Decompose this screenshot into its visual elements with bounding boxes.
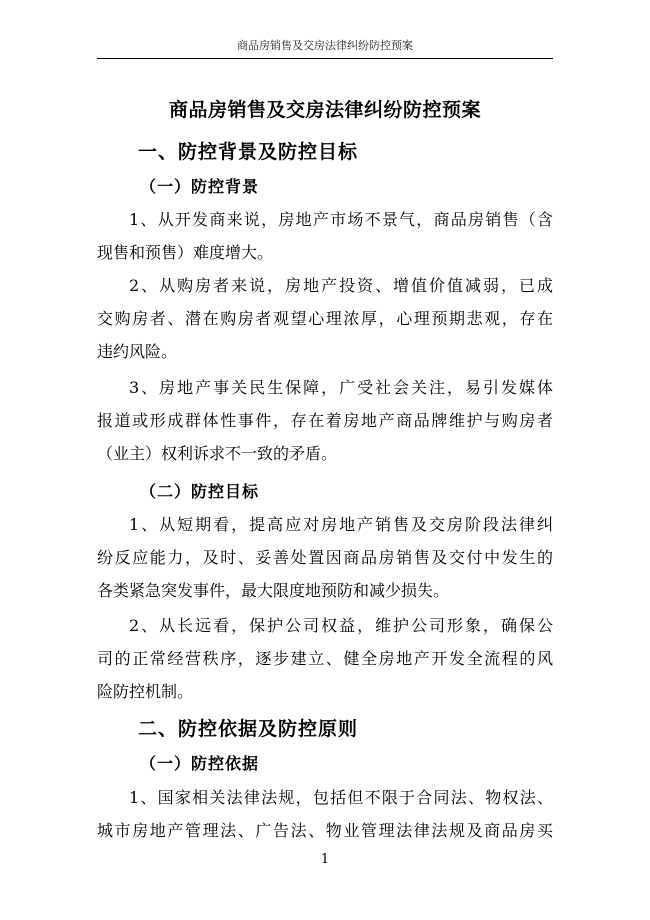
paragraph-line: 纷反应能力，及时、妥善处置因商品房销售及交付中发生的 [97, 548, 553, 567]
paragraph-line: 2、从长远看，保护公司权益，维护公司形象，确保公 [129, 616, 553, 635]
paragraph-line: 3、房地产事关民生保障，广受社会关注，易引发媒体 [129, 378, 553, 397]
section-1-1-heading: （一）防控背景 [140, 177, 260, 196]
paragraph-line: 险防控机制。 [97, 682, 194, 701]
paragraph-line: 1、国家相关法律法规，包括但不限于合同法、物权法、 [129, 788, 553, 807]
paragraph-line: 各类紧急突发事件，最大限度地预防和减少损失。 [97, 581, 450, 600]
paragraph-line: 2、从购房者来说，房地产投资、增值价值减弱，已成 [129, 276, 553, 295]
page-number: 1 [320, 852, 330, 867]
paragraph-line: 现售和预售）难度增大。 [97, 243, 274, 262]
paragraph-line: 司的正常经营秩序，逐步建立、健全房地产开发全流程的风 [97, 649, 553, 668]
paragraph-line: 1、从短期看，提高应对房地产销售及交房阶段法律纠 [129, 515, 553, 534]
paragraph-line: 违约风险。 [97, 342, 178, 361]
document-title: 商品房销售及交房法律纠纷防控预案 [168, 99, 481, 121]
section-2-heading: 二、防控依据及防控原则 [138, 718, 359, 740]
paragraph-line: 交购房者、潜在购房者观望心理浓厚，心理预期悲观，存在 [97, 309, 553, 328]
paragraph-line: 1、从开发商来说，房地产市场不景气，商品房销售（含 [129, 210, 553, 229]
paragraph-line: 城市房地产管理法、广告法、物业管理法律法规及商品房买 [97, 821, 553, 840]
section-1-2-heading: （二）防控目标 [140, 482, 260, 501]
header-rule [97, 58, 553, 59]
paragraph-line: （业主）权利诉求不一致的矛盾。 [97, 444, 338, 463]
paragraph-line: 报道或形成群体性事件，存在着房地产商品牌维护与购房者 [97, 411, 553, 430]
section-1-heading: 一、防控背景及防控目标 [138, 141, 359, 163]
section-2-1-heading: （一）防控依据 [140, 754, 260, 773]
running-header: 商品房销售及交房法律纠纷防控预案 [237, 39, 413, 52]
